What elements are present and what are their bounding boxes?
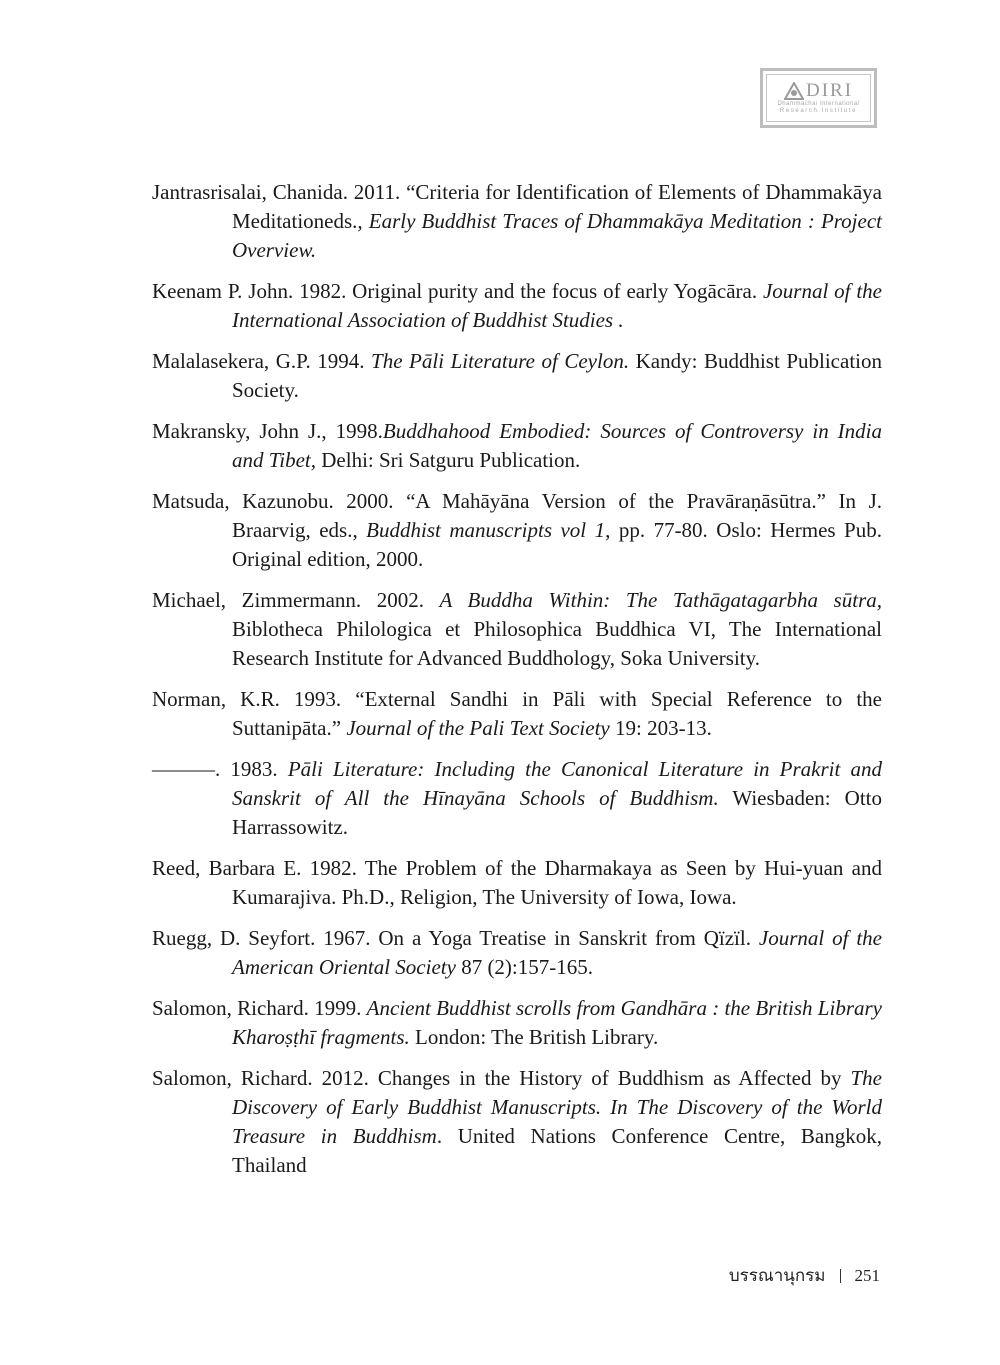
reference-text: Norman, K.R. 1993. “External Sandhi in Pāli with Special Reference to the Suttanipāta.”	[152, 687, 882, 740]
reference-text: Salomon, Richard. 2012. Changes in the History of Buddhism as Affected by	[152, 1066, 851, 1090]
reference-text: Biblotheca Philologica et Philosophica Buddhica VI, The International Research Institute for Advanced Buddhology, Soka University.	[232, 617, 882, 670]
reference-entry	[152, 755, 882, 842]
reference-text: ———. 1983.	[152, 757, 288, 781]
reference-entry	[152, 854, 882, 912]
reference-text: Delhi: Sri Satguru Publication.	[316, 448, 581, 472]
diri-logo	[760, 68, 877, 128]
reference-title-italic: Journal of the Pali Text Society	[346, 716, 610, 740]
reference-title-italic: Early Buddhist Traces of Dhammakāya Meditation : Project Overview.	[232, 209, 882, 262]
reference-text: 19: 203-13.	[609, 716, 712, 740]
reference-text: Kandy: Buddhist Publication Society.	[232, 349, 882, 402]
reference-entry	[152, 277, 882, 335]
reference-text: Keenam P. John. 1982. Original purity and the focus of early Yogācāra.	[152, 279, 763, 303]
reference-title-italic: Ancient Buddhist scrolls from Gandhāra : the British Library Kharoṣṭhī fragments.	[232, 996, 882, 1049]
reference-entry	[152, 994, 882, 1052]
reference-title-italic: The Discovery of Early Buddhist Manuscripts. In The Discovery of the World Treasure in Buddhism	[232, 1066, 882, 1148]
logo-frame	[766, 74, 871, 122]
reference-title-italic: Journal of the International Association of Buddhist Studies .	[232, 279, 882, 332]
reference-text: London: The British Library.	[409, 1025, 659, 1049]
reference-text: Malalasekera, G.P. 1994.	[152, 349, 372, 373]
reference-entry	[152, 685, 882, 743]
page-number: 251	[854, 1265, 880, 1285]
reference-text: . United Nations Conference Centre, Bangkok, Thailand	[232, 1124, 882, 1177]
logo-subtitle-1: Dhammachai International	[777, 101, 860, 107]
section-title: บรรณานุกรม	[728, 1266, 826, 1285]
reference-title-italic: A Buddha Within: The Tathāgatagarbha sūtra,	[439, 588, 882, 612]
logo-subtitle-2: Research Institute	[779, 108, 858, 114]
reference-entry	[152, 178, 882, 265]
reference-title-italic: Buddhahood Embodied: Sources of Controversy in India and Tibet,	[232, 419, 882, 472]
reference-text: Reed, Barbara E. 1982. The Problem of the Dharmakaya as Seen by Hui-yuan and Kumarajiva. Ph.D., Religion, The University of Iowa, Iowa.	[152, 856, 882, 909]
reference-entry	[152, 924, 882, 982]
reference-entry	[152, 487, 882, 574]
reference-text: Ruegg, D. Seyfort. 1967. On a Yoga Treatise in Sanskrit from Qïzïl.	[152, 926, 759, 950]
bibliography-list	[152, 178, 882, 1192]
footer-divider	[840, 1269, 841, 1283]
reference-text: Matsuda, Kazunobu. 2000. “A Mahāyāna Version of the Pravāraṇāsūtra.” In J. Braarvig, eds.,	[152, 489, 882, 542]
reference-entry	[152, 347, 882, 405]
reference-text: Jantrasrisalai, Chanida. 2011. “Criteria for Identification of Elements of Dhammakāya Meditationeds.,	[152, 180, 882, 233]
reference-entry	[152, 417, 882, 475]
reference-entry	[152, 1064, 882, 1180]
reference-title-italic: The Pāli Literature of Ceylon.	[371, 349, 630, 373]
reference-title-italic: Journal of the American Oriental Society	[232, 926, 882, 979]
reference-title-italic: Buddhist manuscripts vol 1,	[366, 518, 611, 542]
logo-word: DIRI	[805, 80, 854, 101]
logo-top	[784, 81, 853, 101]
reference-text: Salomon, Richard. 1999.	[152, 996, 367, 1020]
reference-text: Wiesbaden: Otto Harrassowitz.	[232, 786, 882, 839]
triangle-emblem-icon	[784, 82, 804, 100]
reference-text: Michael, Zimmermann. 2002.	[152, 588, 440, 612]
page-footer	[700, 1262, 880, 1289]
reference-text: Makransky, John J., 1998.	[152, 419, 383, 443]
reference-entry	[152, 586, 882, 673]
reference-text: pp. 77-80. Oslo: Hermes Pub. Original edition, 2000.	[232, 518, 882, 571]
reference-text: 87 (2):157-165.	[455, 955, 594, 979]
reference-title-italic: Pāli Literature: Including the Canonical Literature in Prakrit and Sanskrit of All the Hīnayāna Schools of Buddhism.	[232, 757, 883, 810]
